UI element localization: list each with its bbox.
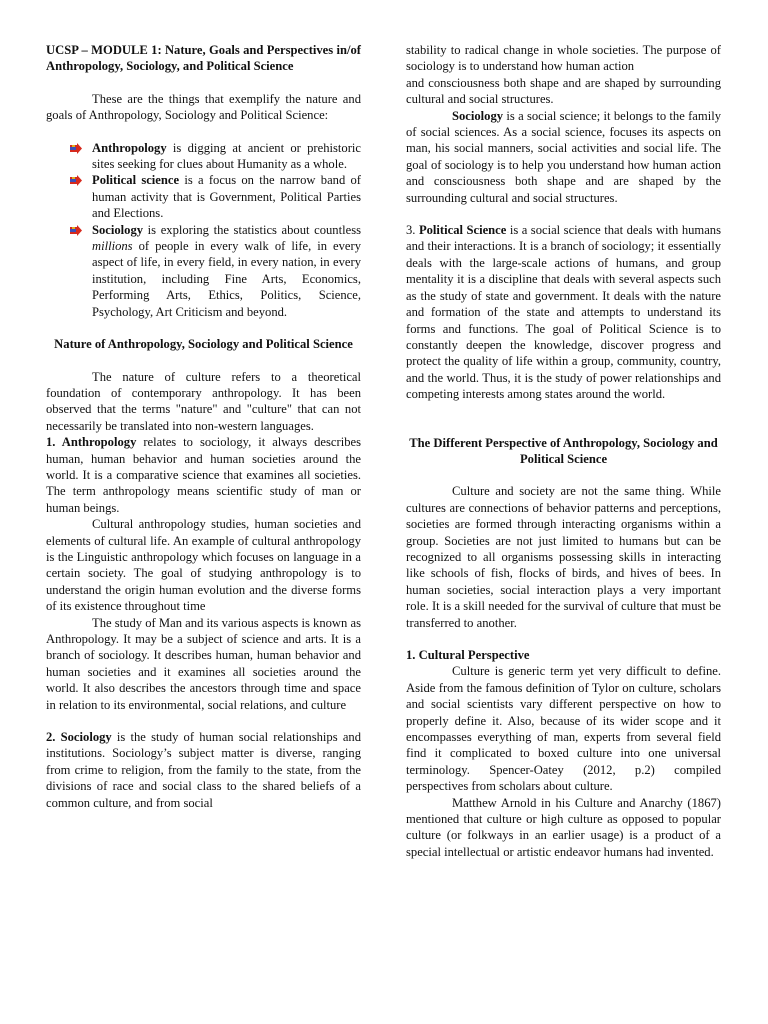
culture-definition-paragraph: Culture is generic term yet very difficult to define. Aside from the famous definition of Tylor on culture, scholars and social scientists vary different perspective on how to properly define it. Also, because of its wider scope and it encompasses everything of man, experts from several field find it complicated to boxed culture into one universal terminology. Spencer-Oatey (2012, p.2) compiled perspectives from scholars about culture.	[406, 664, 721, 794]
bullet-term: Sociology	[92, 222, 144, 237]
bullet-emphasis: millions	[92, 239, 133, 254]
bullet-text: is digging at ancient or prehistoric sites seeking for clues about Humanity as a whole.	[92, 140, 361, 172]
right-column	[406, 42, 721, 860]
list-item	[46, 222, 361, 320]
document-title: UCSP – MODULE 1: Nature, Goals and Perspectives in/of Anthropology, Sociology, and Political Science	[46, 43, 361, 74]
goals-bullet-list	[46, 140, 361, 320]
political-science-number: 3.	[406, 223, 419, 238]
arrow-bullet-icon	[70, 143, 82, 154]
bullet-term: Political science	[92, 173, 180, 188]
nature-paragraph: The nature of culture refers to a theoretical foundation of contemporary anthropology. It has been observed that the terms "nature" and "culture" that can not necessarily be translated into non-western languages.	[46, 369, 361, 433]
bullet-text: is exploring the statistics about countless	[143, 222, 361, 237]
bullet-text: is a focus on the narrow band of human activity that is Government, Political Parties and Elections.	[92, 173, 361, 221]
list-item	[46, 140, 361, 173]
bullet-term: Anthropology	[92, 140, 167, 155]
bullet-text: of people in every walk of life, in every aspect of life, in every field, in every nation, in every institution, including Fine Arts, Economics, Performing Arts, Ethics, Politics, Science, Psychology, Art Criticism and beyond.	[92, 239, 361, 319]
arrow-bullet-icon	[70, 175, 82, 186]
matthew-arnold-paragraph: Matthew Arnold in his Culture and Anarchy (1867) mentioned that culture or high culture as opposed to popular culture (or folkways in an earlier usage) is a product of a special intellectual or artistic endeavor humans had invented.	[406, 795, 721, 859]
sociology-definition-paragraph	[406, 108, 721, 206]
political-science-paragraph	[406, 222, 721, 402]
continued-paragraph-2: and consciousness both shape and are shaped by surrounding cultural and social structures.	[406, 75, 721, 107]
arrow-bullet-icon	[70, 225, 82, 236]
left-column	[46, 42, 361, 811]
sociology-paragraph	[46, 729, 361, 811]
political-science-term: Political Science	[418, 223, 507, 238]
sociology-definition-text: is a social science; it belongs to the family of social sciences. As a social science, focuses its aspects on man, his social manners, social activities and social life. The goal of sociology is to help you understand how human action and consciousness both shape and are shaped by the surrounding cultural and social structures.	[406, 108, 721, 205]
cultural-anthropology-paragraph: Cultural anthropology studies, human societies and elements of cultural life. An example of cultural anthropology is the Linguistic anthropology which focuses on language in a certain society. The goal of studying anthropology is to understand the origin human evolution and the diverse forms of its existence throughout time	[46, 517, 361, 614]
sociology-text: is the study of human social relationships and institutions. Sociology’s subject matter is diverse, ranging from crime to religion, from the family to the state, from the divisions of race and social class to the shared beliefs of a common culture, and from social	[46, 730, 361, 810]
list-item	[46, 172, 361, 221]
culture-society-paragraph: Culture and society are not the same thing. While cultures are connections of behavior patterns and perceptions, societies are formed through interacting organisms within a group. Societies are not just limited to humans but can be recognized to all organisms possessing skills in interacting like schools of fish, flocks of birds, and hives of bees. In human societies, social interaction plays a very important role. It is a skill needed for the survival of culture that must be transferred to another.	[406, 484, 721, 630]
cultural-perspective-heading: 1. Cultural Perspective	[406, 648, 530, 662]
sociology-term: Sociology	[452, 108, 504, 123]
political-science-text: is a social science that deals with humans and their interactions. It is a branch of sociology; it essentially deals with the large-scale actions of humans, and group mentality it is a discipline that deals with several aspects such as the study of state and government. It deals with the nature and formation of the state and attempts to understand its forms and functions. The goal of Political Science is to constantly deepen the knowledge, discover progress and protect the quality of life within a group, community, country, and the world. Thus, it is the study of power relationships and competing interests among states around the world.	[406, 223, 721, 402]
anthropology-term: 1. Anthropology	[46, 435, 137, 450]
perspective-heading: The Different Perspective of Anthropology, Sociology and Political Science	[409, 435, 718, 466]
continued-paragraph: stability to radical change in whole societies. The purpose of sociology is to understand how human action	[406, 43, 721, 74]
study-of-man-paragraph: The study of Man and its various aspects is known as Anthropology. It may be a subject of science and arts. It is a branch of sociology. It describes human, human behavior and human societies and it examines all societies around the world. It also describes the ancestors through time and space in relation to its environmental, social relations, and culture	[46, 615, 361, 712]
sociology-term: 2. Sociology	[46, 730, 112, 745]
intro-paragraph: These are the things that exemplify the nature and goals of Anthropology, Sociology and Political Science:	[46, 91, 361, 123]
anthropology-text: relates to sociology, it always describes human, human behavior and human societies around the world. It is a comparative science that examines all societies. The term anthropology means scientific study of man or human beings.	[46, 435, 361, 515]
anthropology-paragraph	[46, 434, 361, 516]
nature-heading: Nature of Anthropology, Sociology and Political Science	[54, 337, 353, 352]
